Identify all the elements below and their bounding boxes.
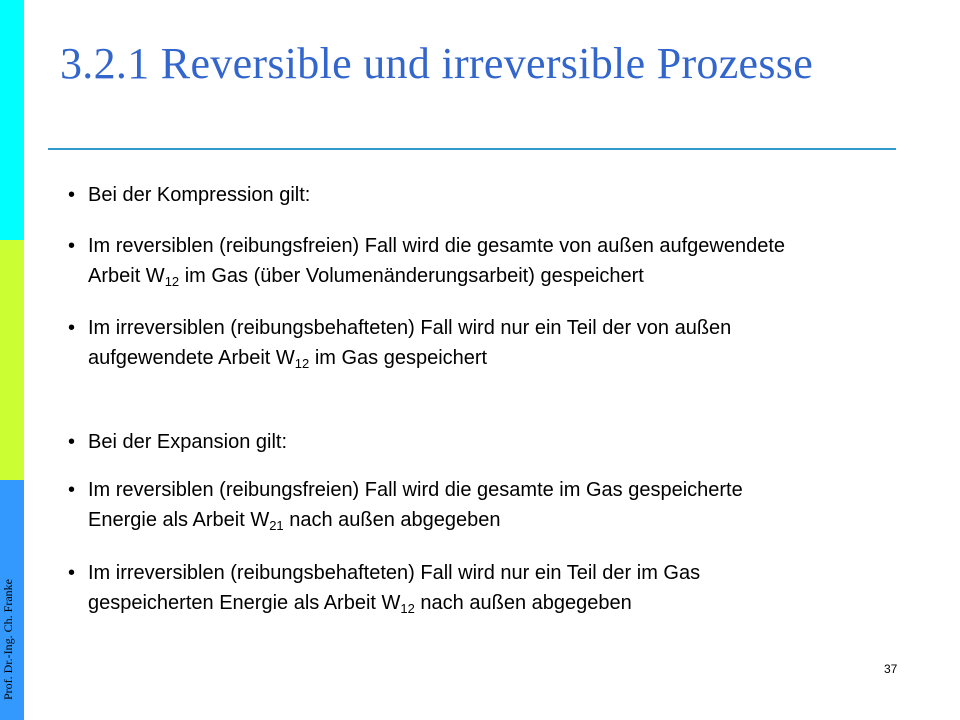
expansion-irreversible-line1-text: Im irreversiblen (reibungsbehafteten) Fall wird nur ein Teil der im Gas	[88, 562, 701, 584]
compression-irreversible-item	[68, 313, 948, 373]
compression-reversible-line2	[68, 261, 948, 291]
bullet-glyph: •	[68, 184, 76, 206]
bullet-glyph: •	[68, 562, 76, 584]
expansion-heading-text: Bei der Expansion gilt:	[88, 431, 288, 453]
bullet-glyph: •	[68, 479, 76, 501]
bullet-glyph: •	[68, 235, 76, 257]
text-segment: aufgewendete Arbeit W	[88, 347, 295, 369]
author-credit: Prof. Dr.-Ing. Ch. Franke	[1, 579, 15, 700]
expansion-irreversible-line2	[68, 588, 948, 618]
expansion-reversible-line1-text: Im reversiblen (reibungsfreien) Fall wird die gesamte im Gas gespeicherte	[88, 479, 743, 501]
compression-irreversible-line1	[68, 313, 948, 343]
compression-reversible-line1-text: Im reversiblen (reibungsfreien) Fall wird die gesamte von außen aufgewendete	[88, 235, 786, 257]
compression-reversible-line1	[68, 231, 948, 261]
side-bar-cyan	[0, 0, 24, 240]
bullet-glyph: •	[68, 317, 76, 339]
subscript: 12	[400, 601, 415, 616]
expansion-reversible-line2	[68, 505, 948, 535]
compression-irreversible-line1-text: Im irreversiblen (reibungsbehafteten) Fall wird nur ein Teil der von außen	[88, 317, 732, 339]
expansion-reversible-item	[68, 475, 948, 535]
text-segment: nach außen abgegeben	[283, 509, 501, 531]
compression-heading-text: Bei der Kompression gilt:	[88, 184, 311, 206]
subscript: 12	[164, 274, 180, 289]
text-segment: gespeicherten Energie als Arbeit W	[88, 592, 401, 614]
slide-title: 3.2.1 Reversible und irreversible Prozesse	[60, 39, 814, 88]
expansion-irreversible-item	[68, 558, 948, 618]
compression-heading	[68, 180, 948, 210]
expansion-heading	[68, 427, 948, 457]
expansion-reversible-line1	[68, 475, 948, 505]
subscript: 21	[269, 518, 284, 533]
text-segment: Energie als Arbeit W	[88, 509, 270, 531]
compression-irreversible-line2	[68, 343, 948, 373]
expansion-irreversible-line1	[68, 558, 948, 588]
text-segment: im Gas gespeichert	[309, 347, 488, 369]
page-number: 37	[884, 662, 898, 676]
subscript: 12	[294, 356, 310, 371]
text-segment: Arbeit W	[88, 265, 165, 287]
text-segment: nach außen abgegeben	[414, 592, 632, 614]
title-underline	[48, 148, 896, 150]
text-segment: im Gas (über Volumenänderungsarbeit) gespeichert	[179, 265, 644, 287]
bullet-glyph: •	[68, 431, 76, 453]
side-bar-lime	[0, 240, 24, 480]
compression-reversible-item	[68, 231, 948, 291]
